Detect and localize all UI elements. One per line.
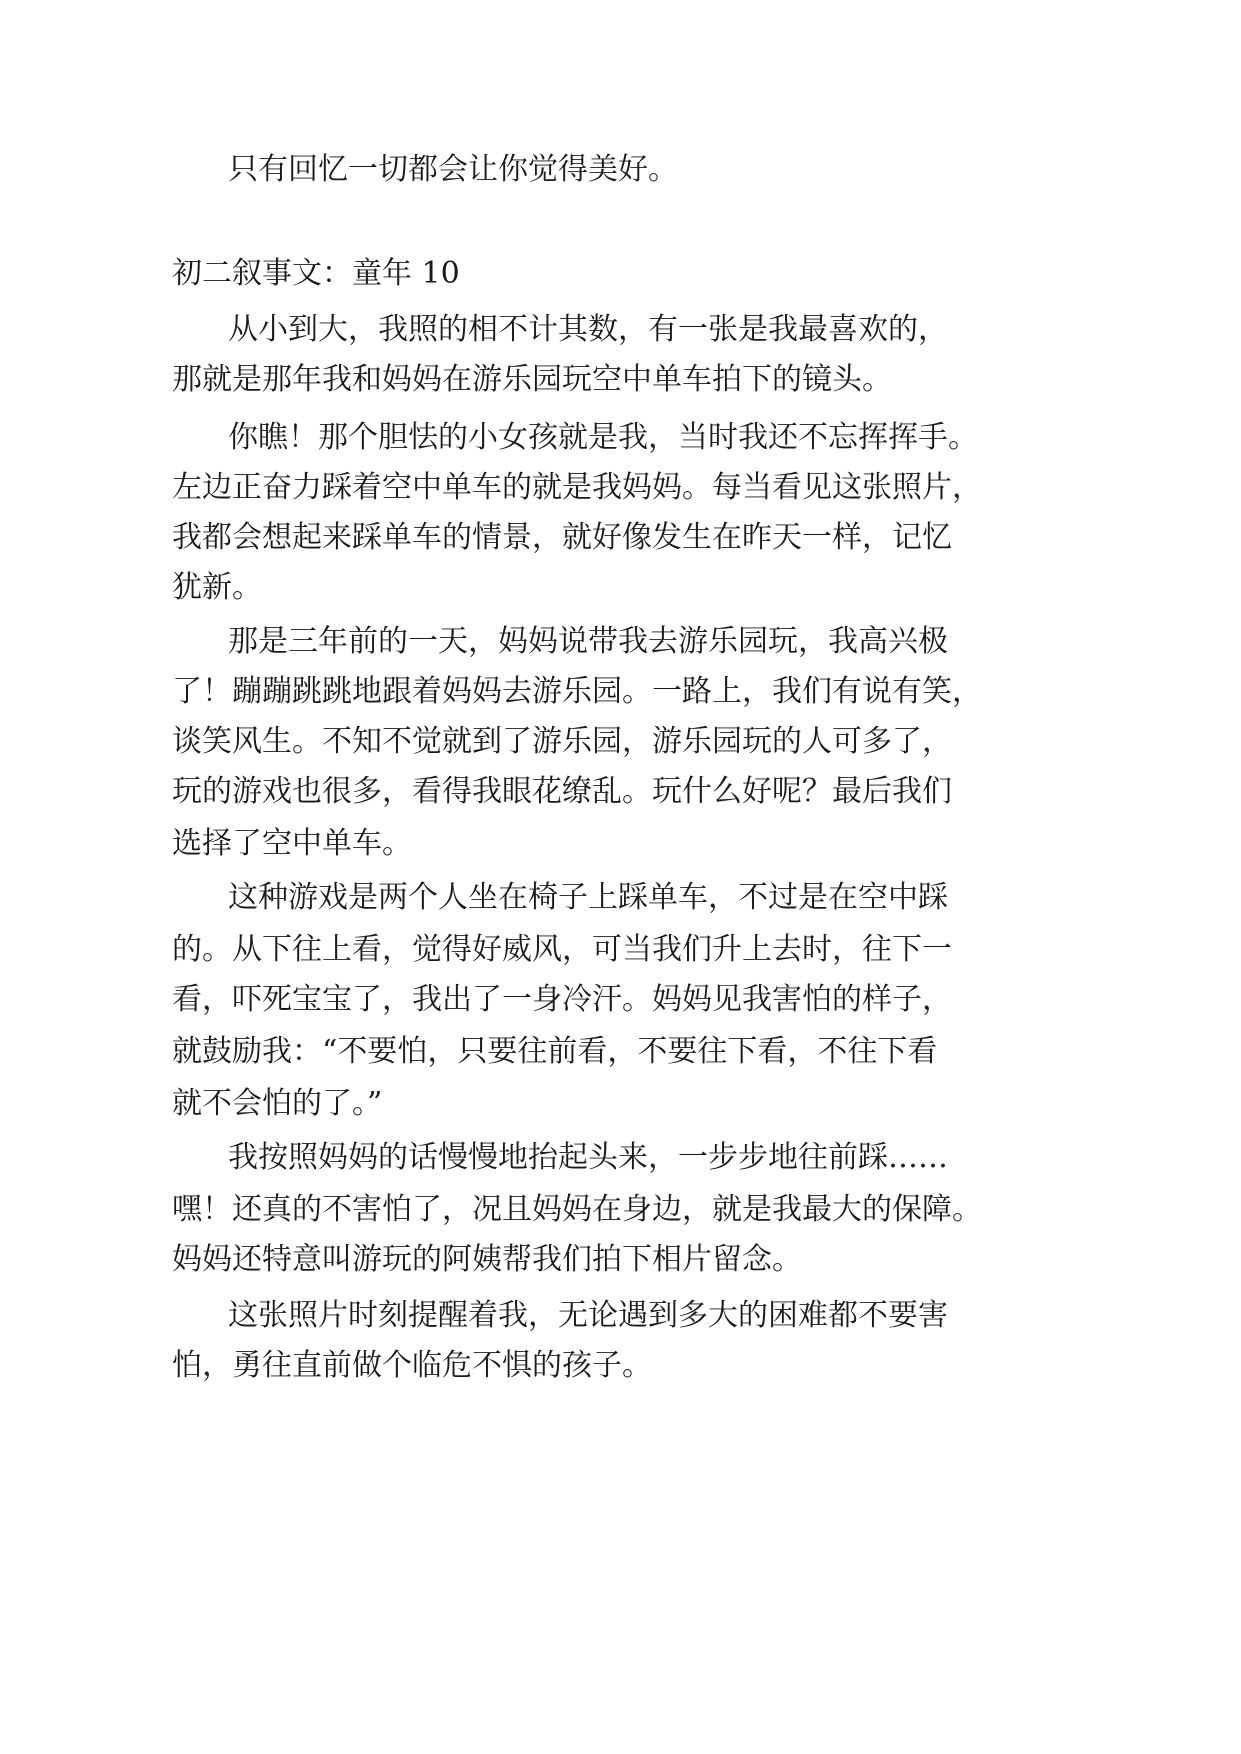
paragraph-line: 这张照片时刻提醒着我，无论遇到多大的困难都不要害	[228, 1298, 948, 1333]
paragraph-line: 选择了空中单车。	[172, 826, 412, 861]
paragraph-line: 了！蹦蹦跳跳地跟着妈妈去游乐园。一路上，我们有说有笑，	[172, 674, 982, 709]
paragraph-line: 我按照妈妈的话慢慢地抬起头来，一步步地往前踩……	[228, 1140, 948, 1175]
paragraph-line: 犹新。	[172, 570, 262, 605]
paragraph-line: 玩的游戏也很多，看得我眼花缭乱。玩什么好呢？最后我们	[172, 774, 952, 809]
paragraph-line: 看，吓死宝宝了，我出了一身冷汗。妈妈见我害怕的样子，	[172, 982, 952, 1017]
paragraph-line: 我都会想起来踩单车的情景，就好像发生在昨天一样，记忆	[172, 520, 952, 555]
paragraph-line: 就不会怕的了。”	[172, 1086, 383, 1121]
paragraph-line: 谈笑风生。不知不觉就到了游乐园，游乐园玩的人可多了，	[172, 724, 952, 759]
paragraph-line: 那就是那年我和妈妈在游乐园玩空中单车拍下的镜头。	[172, 362, 892, 397]
paragraph-line: 那是三年前的一天，妈妈说带我去游乐园玩，我高兴极	[228, 624, 948, 659]
paragraph-line: 就鼓励我：“不要怕，只要往前看，不要往下看，不往下看	[172, 1034, 938, 1069]
paragraph-line: 的。从下往上看，觉得好威风，可当我们升上去时，往下一	[172, 932, 952, 967]
paragraph-line: 你瞧！那个胆怯的小女孩就是我，当时我还不忘挥挥手。	[228, 420, 978, 455]
essay-title: 初二叙事文：童年 10	[172, 256, 460, 291]
paragraph-line: 从小到大，我照的相不计其数，有一张是我最喜欢的，	[228, 312, 948, 347]
paragraph-line: 妈妈还特意叫游玩的阿姨帮我们拍下相片留念。	[172, 1242, 802, 1277]
paragraph-line: 嘿！还真的不害怕了，况且妈妈在身边，就是我最大的保障。	[172, 1192, 982, 1227]
paragraph-line: 左边正奋力踩着空中单车的就是我妈妈。每当看见这张照片，	[172, 470, 982, 505]
paragraph-line: 怕，勇往直前做个临危不惧的孩子。	[172, 1348, 652, 1383]
paragraph-line: 这种游戏是两个人坐在椅子上踩单车，不过是在空中踩	[228, 880, 948, 915]
intro-line: 只有回忆一切都会让你觉得美好。	[228, 152, 678, 187]
